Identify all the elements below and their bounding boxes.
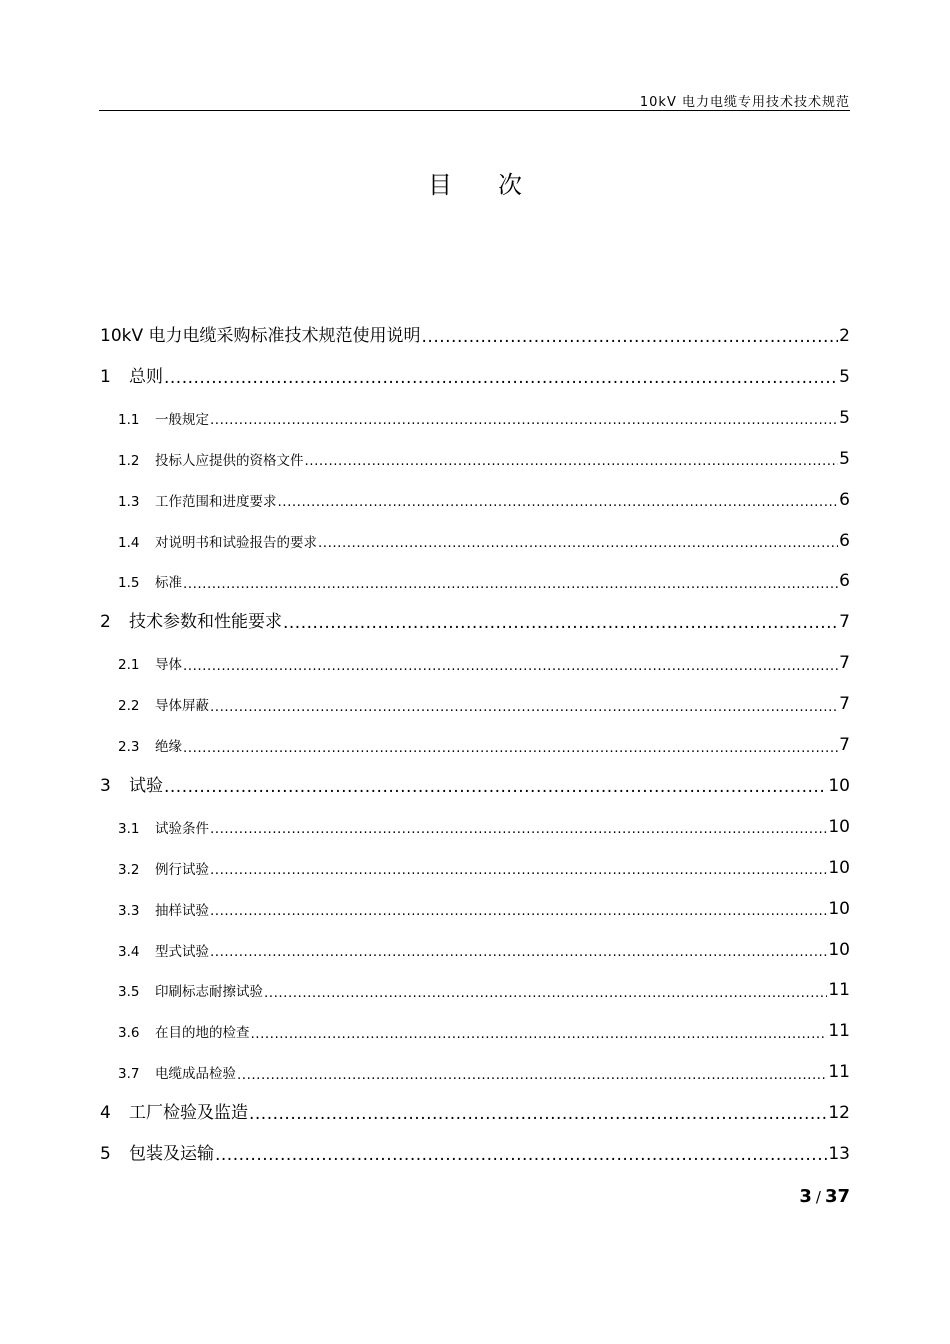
toc-entry[interactable] (118, 856, 850, 878)
toc-entry-label: 导体屏蔽 (155, 698, 209, 715)
toc-entry-page: 5 (839, 366, 850, 387)
toc-entry-leader (210, 414, 838, 428)
toc-entry[interactable] (100, 365, 850, 387)
toc-entry[interactable] (118, 938, 850, 960)
toc-entry-number: 3.6 (118, 1025, 140, 1042)
toc-entry-label: 试验条件 (155, 820, 209, 837)
toc-entry-leader (210, 905, 827, 919)
toc-entry-leader (422, 329, 839, 346)
toc-entry-number: 3.3 (118, 902, 140, 919)
page-total: 37 (824, 1186, 850, 1207)
toc-entry[interactable] (100, 774, 850, 796)
toc-entry-label: 绝缘 (155, 739, 182, 755)
toc-entry-leader (183, 578, 838, 592)
toc-entry-number: 2 (100, 612, 111, 633)
toc-entry-leader (210, 701, 838, 715)
toc-entry-number: 3.4 (118, 943, 140, 960)
toc-entry-label: 10kV 电力电缆采购标准技术规范使用说明 (100, 326, 421, 346)
toc-entry[interactable] (118, 569, 850, 591)
toc-entry-leader (210, 946, 827, 960)
toc-entry-page: 7 (839, 612, 850, 633)
toc-entry[interactable] (100, 1142, 850, 1164)
toc-entry-leader (164, 779, 827, 796)
toc-entry-label: 型式试验 (155, 943, 209, 960)
toc-entry-page: 11 (828, 1062, 850, 1083)
toc-entry-page: 12 (828, 1103, 850, 1124)
page-current: 3 (799, 1186, 812, 1207)
toc-entry-label: 电缆成品检验 (155, 1066, 236, 1083)
toc-entry[interactable] (118, 978, 850, 1000)
toc-entry[interactable] (118, 447, 850, 469)
toc-entry-number: 5 (100, 1144, 111, 1164)
toc-entry-label: 例行试验 (155, 861, 209, 878)
toc-entry-number: 2.2 (118, 698, 140, 715)
toc-entry-leader (183, 742, 838, 756)
toc-entry-number: 2.3 (118, 739, 140, 755)
toc-entry-label: 抽样试验 (155, 902, 209, 919)
toc-entry-page: 10 (828, 898, 850, 919)
toc-entry[interactable] (100, 610, 850, 632)
toc-entry-leader (237, 1069, 827, 1083)
toc-entry-page: 5 (839, 448, 850, 469)
toc-entry-leader (283, 615, 838, 632)
toc-entry-page: 7 (839, 694, 850, 715)
toc-entry-leader (183, 660, 838, 674)
toc-entry[interactable] (100, 1101, 850, 1123)
toc-entry[interactable] (118, 897, 850, 919)
toc-entry-page: 7 (839, 653, 850, 674)
toc-entry[interactable] (118, 692, 850, 714)
page-number (799, 1186, 850, 1207)
toc-entry[interactable] (118, 1060, 850, 1082)
toc-entry-label: 在目的地的检查 (155, 1025, 250, 1042)
toc-entry-page: 10 (828, 939, 850, 960)
toc-entry-label: 导体 (155, 657, 182, 674)
toc-entry-label: 总则 (129, 366, 163, 387)
toc-entry-page: 11 (828, 1021, 850, 1042)
toc-entry-number: 1.4 (118, 534, 140, 551)
toc-entry-leader (215, 1147, 827, 1164)
toc-entry[interactable] (118, 488, 850, 510)
toc-entry[interactable] (118, 406, 850, 428)
toc-entry-number: 2.1 (118, 657, 140, 674)
toc-entry-number: 1.2 (118, 452, 140, 469)
toc-entry-number: 1.3 (118, 493, 140, 510)
toc-entry-page: 6 (839, 571, 850, 592)
toc-entry[interactable] (118, 651, 850, 673)
toc-entry-number: 3.1 (118, 820, 140, 837)
toc-entry-page: 6 (839, 489, 850, 510)
toc-entry-page: 5 (839, 407, 850, 428)
toc-entry-label: 一般规定 (155, 411, 209, 428)
toc-entry[interactable] (118, 733, 850, 755)
toc-entry-leader (318, 537, 838, 551)
toc-entry-page: 2 (839, 326, 850, 346)
toc-entry-label: 工厂检验及监造 (129, 1103, 248, 1124)
toc-entry-page: 10 (828, 816, 850, 837)
toc-entry-number: 3.7 (118, 1066, 140, 1083)
toc-entry-number: 4 (100, 1103, 111, 1124)
toc-entry-label: 工作范围和进度要求 (155, 493, 277, 510)
toc-entry-page: 6 (839, 530, 850, 551)
toc-entry[interactable] (118, 1019, 850, 1041)
toc-entry-label: 技术参数和性能要求 (129, 612, 282, 633)
toc-entry-leader (210, 823, 827, 837)
toc-entry-leader (264, 987, 827, 1001)
toc-entry-leader (210, 864, 827, 878)
toc-entry[interactable] (118, 815, 850, 837)
toc-entry-number: 3.5 (118, 984, 140, 1001)
page-separator: / (815, 1188, 821, 1206)
toc-entry-leader (251, 1028, 828, 1042)
toc-entry-number: 3.2 (118, 861, 140, 878)
toc-entry-number: 1.5 (118, 575, 140, 592)
toc-entry-page: 10 (828, 857, 850, 878)
toc-entry-label: 对说明书和试验报告的要求 (155, 534, 317, 551)
toc-entry[interactable] (118, 529, 850, 551)
toc-entry-leader (164, 370, 838, 387)
toc-entry-page: 13 (828, 1144, 850, 1164)
toc-entry-label: 标准 (155, 575, 182, 592)
header-title: 10kV 电力电缆专用技术技术规范 (639, 95, 850, 110)
toc-entry-number: 1 (100, 366, 111, 387)
toc-entry-number: 3 (100, 775, 111, 796)
toc-entry-label: 投标人应提供的资格文件 (155, 452, 304, 469)
toc-entry-page: 10 (828, 775, 850, 796)
toc-title: 目次 (428, 171, 568, 199)
toc-entry-leader (249, 1106, 827, 1123)
toc-entry-leader (305, 455, 839, 469)
toc-entry-page: 11 (828, 980, 850, 1001)
toc-entry-leader (278, 496, 839, 510)
toc-entry-number: 1.1 (118, 411, 140, 428)
toc-entry-label: 试验 (129, 775, 163, 796)
toc-entry-page: 7 (839, 735, 850, 755)
toc-entry-label: 印刷标志耐擦试验 (155, 984, 263, 1001)
toc-entry-label: 包装及运输 (129, 1144, 214, 1164)
toc-entry[interactable] (100, 324, 850, 346)
